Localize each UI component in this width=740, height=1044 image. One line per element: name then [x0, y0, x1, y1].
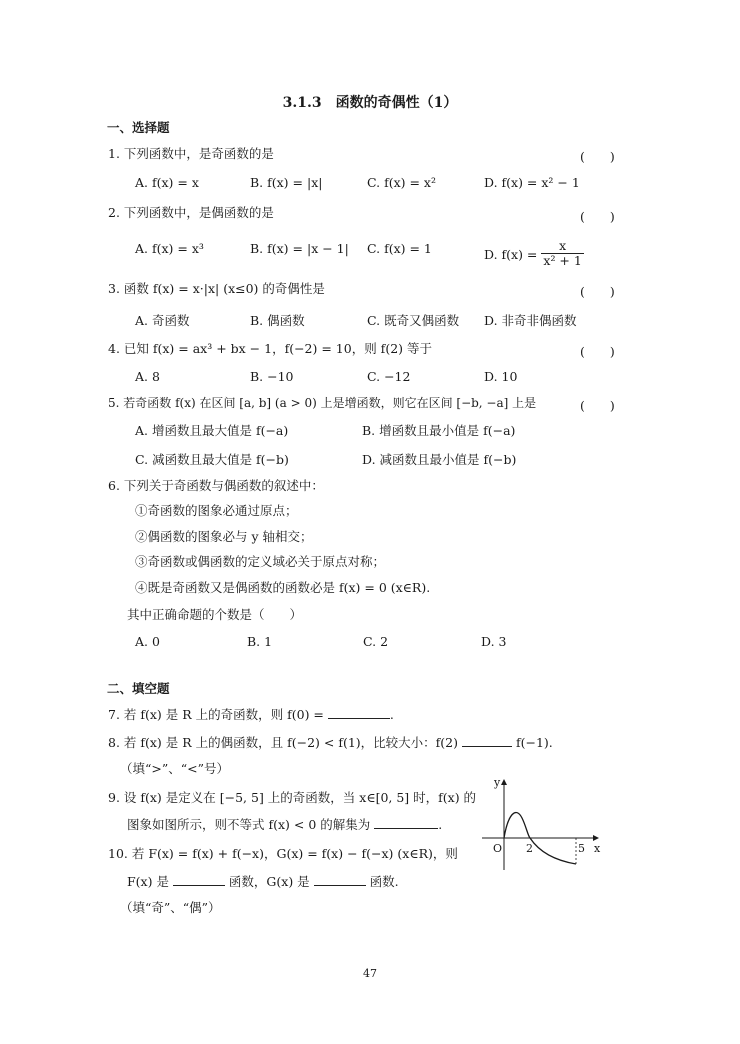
q8-answer-blank[interactable]	[462, 734, 512, 747]
q5-option-c: C. 减函数且最大值是 f(−b)	[135, 452, 289, 467]
q4-stem: 4. 已知 f(x) = ax³ + bx − 1，f(−2) = 10，则 f(2) 等于	[108, 341, 432, 356]
q3-option-b: B. 偶函数	[250, 313, 305, 328]
q6-option-c: C. 2	[363, 634, 389, 649]
q9-line-2	[127, 816, 442, 833]
q8-note: （填“>”、“<”号）	[120, 761, 230, 776]
q7-answer-blank[interactable]	[328, 706, 390, 719]
q2-option-a: A. f(x) = x³	[135, 241, 204, 256]
q4-option-d: D. 10	[484, 369, 518, 384]
q1-option-a: A. f(x) = x	[135, 175, 199, 190]
q10-line-1: 10. 若 F(x) = f(x) + f(−x)，G(x) = f(x) − f(−x) (x∈R)，则	[108, 846, 458, 861]
q5-stem: 5. 若奇函数 f(x) 在区间 [a, b] (a > 0) 上是增函数，则它在区间 [−b, −a] 上是	[108, 396, 537, 410]
function-graph	[478, 774, 604, 874]
q6-option-b: B. 1	[247, 634, 273, 649]
q10-text-b: 函数，G(x) 是	[228, 874, 310, 889]
q6-question: 其中正确命题的个数是（ ）	[127, 607, 303, 622]
section-choice-heading: 一、选择题	[107, 120, 170, 135]
q9-answer-blank[interactable]	[374, 816, 438, 829]
q1-answer-bracket: ( )	[580, 149, 615, 164]
q7-text: 7. 若 f(x) 是 R 上的奇函数，则 f(0) =	[108, 707, 324, 722]
q3-answer-bracket: ( )	[580, 284, 615, 299]
q8-text: 8. 若 f(x) 是 R 上的偶函数，且 f(−2) < f(1)，比较大小：f(2)	[108, 735, 459, 750]
q2-option-b: B. f(x) = |x − 1|	[250, 241, 349, 256]
q8	[108, 734, 553, 751]
fraction-numerator: x	[541, 239, 583, 254]
graph-tick-2: 2	[526, 842, 533, 855]
q9-text: 图象如图所示，则不等式 f(x) < 0 的解集为	[127, 817, 371, 832]
graph-y-label: y	[494, 776, 501, 789]
q7	[108, 706, 394, 723]
q6-statement-1: ①奇函数的图象必通过原点；	[135, 503, 298, 518]
q1-option-d: D. f(x) = x² − 1	[484, 175, 580, 190]
q10-answer-blank-1[interactable]	[173, 873, 225, 886]
q2-option-d	[484, 238, 584, 270]
q2-option-d-fraction	[541, 239, 583, 268]
q8-text-end: f(−1).	[515, 735, 553, 750]
q3-option-a: A. 奇函数	[135, 313, 190, 328]
q4-option-b: B. −10	[250, 369, 294, 384]
q6-option-a: A. 0	[135, 634, 160, 649]
q2-stem: 2. 下列函数中，是偶函数的是	[108, 205, 274, 220]
q4-option-a: A. 8	[135, 369, 160, 384]
q2-answer-bracket: ( )	[580, 209, 615, 224]
q10-text-c: 函数.	[369, 874, 399, 889]
q2-option-d-label: D. f(x) =	[484, 247, 538, 262]
q1-stem: 1. 下列函数中，是奇函数的是	[108, 146, 274, 161]
page-title: 3.1.3 函数的奇偶性（1）	[282, 95, 458, 111]
q5-option-a: A. 增函数且最大值是 f(−a)	[135, 423, 289, 438]
graph-x-label: x	[594, 842, 601, 855]
q9-period: .	[438, 817, 443, 832]
q3-option-c: C. 既奇又偶函数	[367, 313, 460, 328]
q10-line-2	[127, 873, 399, 890]
q6-statement-4: ④既是奇函数又是偶函数的函数必是 f(x) = 0 (x∈R).	[135, 580, 431, 595]
q6-statement-2: ②偶函数的图象必与 y 轴相交；	[135, 529, 313, 544]
page-number: 47	[363, 967, 377, 980]
section-fill-heading: 二、填空题	[107, 681, 170, 696]
q6-statement-3: ③奇函数或偶函数的定义域必关于原点对称；	[135, 554, 386, 569]
q6-option-d: D. 3	[481, 634, 507, 649]
graph-origin-label: O	[493, 842, 503, 855]
q10-answer-blank-2[interactable]	[314, 873, 366, 886]
q9-line-1: 9. 设 f(x) 是定义在 [−5, 5] 上的奇函数，当 x∈[0, 5] 时，f(x) 的	[108, 790, 477, 805]
q3-option-d: D. 非奇非偶函数	[484, 313, 577, 328]
q10-note: （填“奇”、“偶”）	[120, 900, 221, 915]
q4-option-c: C. −12	[367, 369, 411, 384]
graph-tick-5: 5	[578, 842, 585, 855]
q7-period: .	[389, 707, 394, 722]
q6-stem: 6. 下列关于奇函数与偶函数的叙述中：	[108, 478, 324, 493]
q1-option-c: C. f(x) = x²	[367, 175, 436, 190]
q2-option-c: C. f(x) = 1	[367, 241, 432, 256]
q10-text-a: F(x) 是	[127, 874, 169, 889]
fraction-denominator: x² + 1	[543, 253, 582, 268]
q3-stem: 3. 函数 f(x) = x·|x| (x≤0) 的奇偶性是	[108, 281, 325, 296]
q5-answer-bracket: ( )	[580, 398, 615, 413]
q5-option-b: B. 增函数且最小值是 f(−a)	[362, 423, 516, 438]
q5-option-d: D. 减函数且最小值是 f(−b)	[362, 452, 517, 467]
q4-answer-bracket: ( )	[580, 344, 615, 359]
q1-option-b: B. f(x) = |x|	[250, 175, 323, 190]
